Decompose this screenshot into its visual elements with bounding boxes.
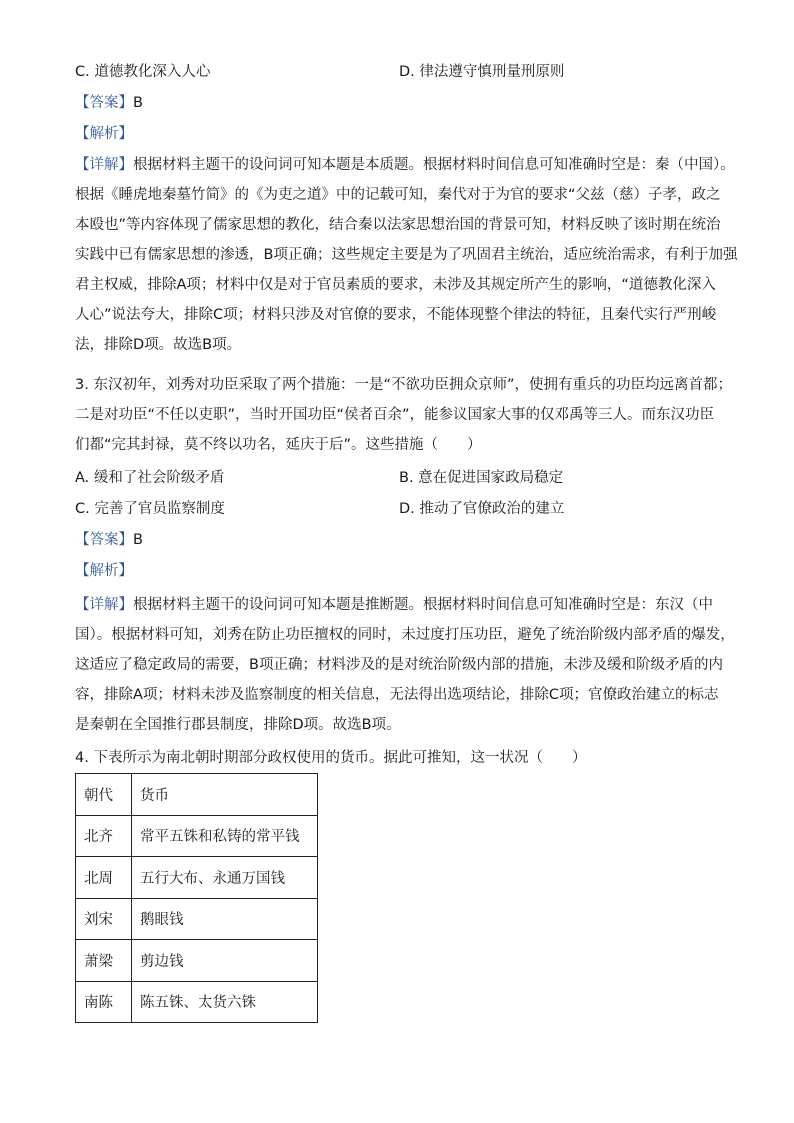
q3-option-a: A. 缓和了社会阶级矛盾 <box>75 470 225 486</box>
header-dynasty: 朝代 <box>76 774 132 816</box>
q2-detail <box>75 150 738 360</box>
detail-line: 是秦朝在全国推行郡县制度，排除D项。故选B项。 <box>75 717 401 733</box>
detail-line: 人心”说法夸大，排除C项；材料只涉及对官僚的要求，不能体现整个律法的特征，且秦代实行严刑峻 <box>75 307 717 323</box>
table-row <box>76 815 318 857</box>
q3-option-b: B. 意在促进国家政局稳定 <box>399 470 564 486</box>
cell-dynasty: 刘宋 <box>76 898 132 940</box>
cell-currency: 五行大布、永通万国钱 <box>132 857 318 899</box>
q3-stem <box>75 370 732 460</box>
table-row <box>76 940 318 982</box>
table-row <box>76 898 318 940</box>
cell-dynasty: 北齐 <box>76 815 132 857</box>
q3-option-d: D. 推动了官僚政治的建立 <box>399 501 565 517</box>
detail-line: 【详解】根据材料主题干的设问词可知本题是推断题。根据材料时间信息可知准确时空是：东汉（中 <box>75 597 713 613</box>
q3-analysis-tag: 【解析】 <box>75 563 133 579</box>
q3-detail <box>75 590 735 740</box>
detail-line: 容，排除A项；材料未涉及监察制度的相关信息，无法得出选项结论，排除C项；官僚政治建立的标志 <box>75 687 719 703</box>
answer-value: B <box>133 532 143 548</box>
answer-tag: 【答案】 <box>75 95 133 111</box>
detail-line: 根据《睡虎地秦墓竹简》的《为吏之道》中的记载可知，秦代对于为官的要求“父兹（慈）子孝，政之 <box>75 187 721 203</box>
cell-dynasty: 萧梁 <box>76 940 132 982</box>
table-row <box>76 857 318 899</box>
q3-option-c: C. 完善了官员监察制度 <box>75 501 225 517</box>
detail-line: 君主权威，排除A项；材料中仅是对于官员素质的要求，未涉及其规定所产生的影响，“道德教化深入 <box>75 277 716 293</box>
detail-line: 国）。根据材料可知，刘秀在防止功臣擅权的同时，未过度打压功臣，避免了统治阶级内部矛盾的爆发， <box>75 627 735 643</box>
detail-tag: 【详解】 <box>75 157 133 173</box>
q2-option-d: D. 律法遵守慎刑量刑原则 <box>399 64 565 80</box>
q3-answer <box>75 530 725 550</box>
detail-line: 法，排除D项。故选B项。 <box>75 337 242 353</box>
q2-analysis-tag: 【解析】 <box>75 126 133 142</box>
answer-tag: 【答案】 <box>75 532 133 548</box>
detail-line: 【详解】根据材料主题干的设问词可知本题是本质题。根据材料时间信息可知准确时空是：秦（中国）。 <box>75 157 735 173</box>
cell-currency: 陈五铢、太货六铢 <box>132 981 318 1023</box>
cell-dynasty: 北周 <box>76 857 132 899</box>
detail-line: 这适应了稳定政局的需要，B项正确；材料涉及的是对统治阶级内部的措施，未涉及缓和阶级矛盾的内 <box>75 657 723 673</box>
answer-value: B <box>133 95 143 111</box>
cell-currency: 鹅眼钱 <box>132 898 318 940</box>
detail-line: 本殴也”等内容体现了儒家思想的教化，结合秦以法家思想治国的背景可知，材料反映了该时期在统治 <box>75 217 721 233</box>
cell-currency: 常平五铢和私铸的常平钱 <box>132 815 318 857</box>
detail-line: 实践中已有儒家思想的渗透，B项正确；这些规定主要是为了巩固君主统治，适应统治需求，有利于加强 <box>75 247 738 263</box>
table-header-row <box>76 774 318 816</box>
currency-table <box>75 773 318 1023</box>
stem-line: 3. 东汉初年，刘秀对功臣采取了两个措施：一是“不欲功臣拥众京师”，使拥有重兵的功臣均远离首都； <box>75 377 732 393</box>
table-row <box>76 981 318 1023</box>
stem-line: 们都“完其封禄，莫不终以功名，延庆于后”。这些措施（ ） <box>75 437 482 453</box>
q2-answer <box>75 93 725 113</box>
header-currency: 货币 <box>132 774 318 816</box>
q2-option-c: C. 道德教化深入人心 <box>75 64 211 80</box>
cell-currency: 剪边钱 <box>132 940 318 982</box>
q4-stem: 4. 下表所示为南北朝时期部分政权使用的货币。据此可推知，这一状况（ ） <box>75 750 587 766</box>
stem-line: 二是对功臣“不任以吏职”，当时开国功臣“侯者百余”，能参议国家大事的仅邓禹等三人。而东汉功臣 <box>75 407 715 423</box>
cell-dynasty: 南陈 <box>76 981 132 1023</box>
detail-tag: 【详解】 <box>75 597 133 613</box>
